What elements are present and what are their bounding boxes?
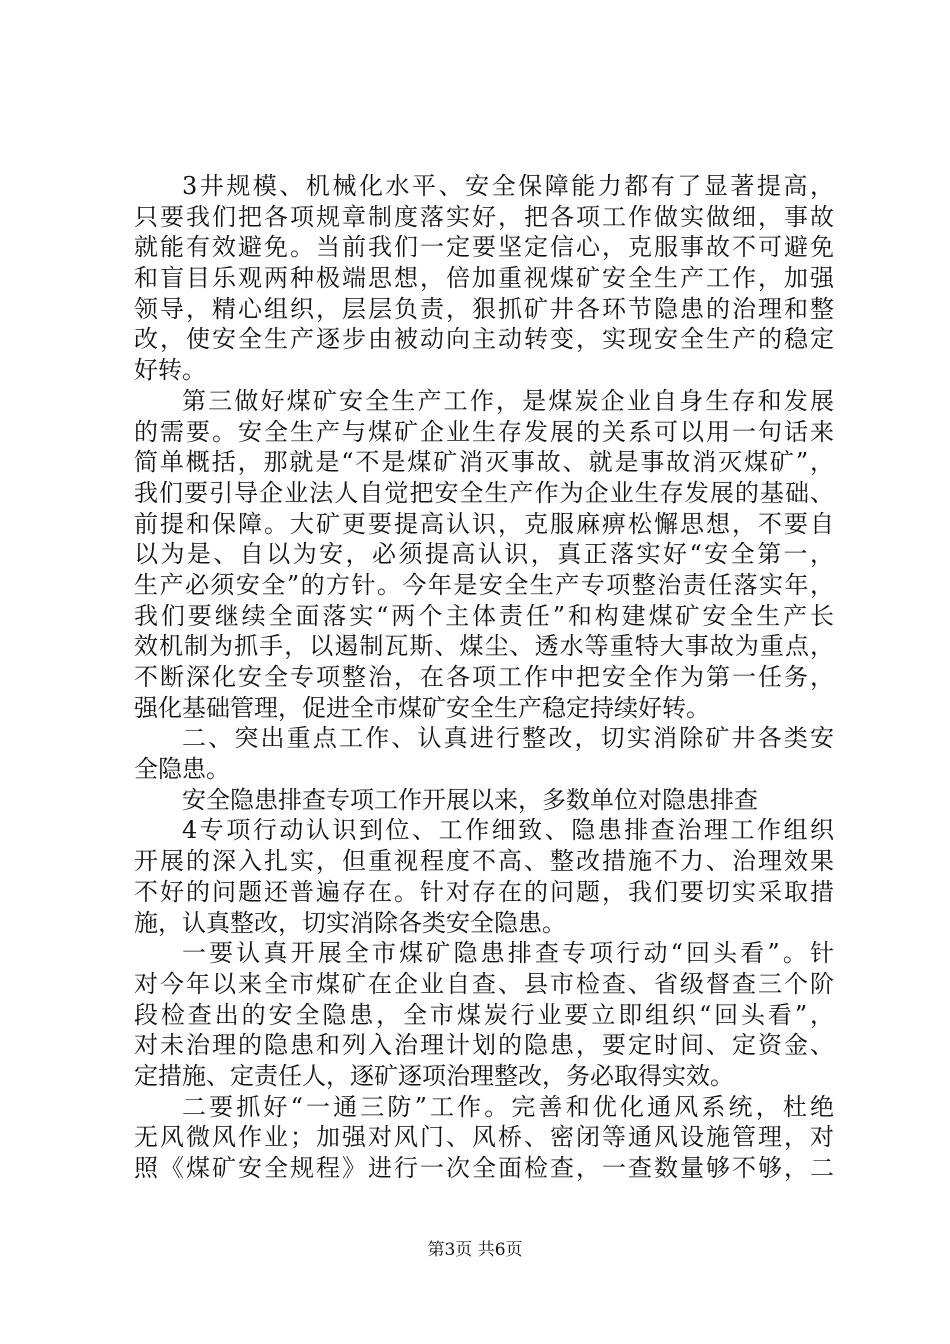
text-line: 对今年以来全市煤矿在企业自查、县市检查、省级督查三个阶 bbox=[134, 969, 834, 998]
text-line: 我们要引导企业法人自觉把安全生产作为企业生存发展的基础、 bbox=[134, 478, 834, 507]
text-line: 照《煤矿安全规程》进行一次全面检查，一查数量够不够，二 bbox=[134, 1154, 834, 1182]
text-line: 不好的问题还普遍存在。针对存在的问题，我们要切实采取措 bbox=[134, 877, 834, 906]
text-line: 施，认真整改，切实消除各类安全隐患。 bbox=[134, 908, 566, 937]
text-line: 的需要。安全生产与煤矿企业生存发展的关系可以用一句话来 bbox=[134, 417, 834, 446]
text-line: 段检查出的安全隐患，全市煤炭行业要立即组织“回头看”， bbox=[134, 1000, 834, 1029]
text-line: 一要认真开展全市煤矿隐患排查专项行动“回头看”。针 bbox=[182, 939, 834, 968]
text-line: 安全隐患排查专项工作开展以来，多数单位对隐患排查 bbox=[182, 785, 758, 814]
page-footer: 第3页 共6页 bbox=[427, 1240, 523, 1260]
text-line: 和盲目乐观两种极端思想，倍加重视煤矿安全生产工作，加强 bbox=[134, 264, 834, 293]
text-line: 前提和保障。大矿更要提高认识，克服麻痹松懈思想，不要自 bbox=[134, 509, 834, 538]
text-line: 定措施、定责任人，逐矿逐项治理整改，务必取得实效。 bbox=[134, 1061, 734, 1090]
text-line: 对未治理的隐患和列入治理计划的隐患，要定时间、定资金、 bbox=[134, 1031, 834, 1060]
text-line: 全隐患。 bbox=[134, 755, 230, 784]
text-line: 开展的深入扎实，但重视程度不高、整改措施不力、治理效果 bbox=[134, 847, 834, 876]
text-line: 好转。 bbox=[134, 356, 206, 385]
text-line: 第三做好煤矿安全生产工作，是煤炭企业自身生存和发展 bbox=[182, 386, 834, 415]
text-line: 只要我们把各项规章制度落实好，把各项工作做实做细，事故 bbox=[134, 202, 834, 231]
text-line: 简单概括，那就是“不是煤矿消灭事故、就是事故消灭煤矿”， bbox=[134, 448, 834, 477]
text-line: 3井规模、机械化水平、安全保障能力都有了显著提高， bbox=[182, 172, 834, 200]
text-line: 我们要继续全面落实“两个主体责任”和构建煤矿安全生产长 bbox=[134, 601, 834, 630]
text-line: 二要抓好“一通三防”工作。完善和优化通风系统，杜绝 bbox=[182, 1092, 834, 1121]
text-line: 领导，精心组织，层层负责，狠抓矿井各环节隐患的治理和整 bbox=[134, 294, 834, 323]
text-line: 效机制为抓手，以遏制瓦斯、煤尘、透水等重特大事故为重点， bbox=[134, 632, 834, 661]
text-line: 生产必须安全”的方针。今年是安全生产专项整治责任落实年， bbox=[134, 570, 834, 599]
document-body bbox=[134, 171, 834, 1184]
text-line: 就能有效避免。当前我们一定要坚定信心，克服事故不可避免 bbox=[134, 233, 834, 262]
text-line: 改，使安全生产逐步由被动向主动转变，实现安全生产的稳定 bbox=[134, 325, 834, 354]
text-line: 强化基础管理，促进全市煤矿安全生产稳定持续好转。 bbox=[134, 693, 710, 722]
text-line: 不断深化安全专项整治，在各项工作中把安全作为第一任务， bbox=[134, 663, 834, 691]
text-line: 4专项行动认识到位、工作细致、隐患排查治理工作组织 bbox=[182, 816, 834, 845]
text-line: 以为是、自以为安，必须提高认识，真正落实好“安全第一， bbox=[134, 540, 834, 569]
text-line: 二、突出重点工作、认真进行整改，切实消除矿井各类安 bbox=[182, 724, 834, 753]
text-line: 无风微风作业；加强对风门、风桥、密闭等通风设施管理，对 bbox=[134, 1123, 834, 1152]
